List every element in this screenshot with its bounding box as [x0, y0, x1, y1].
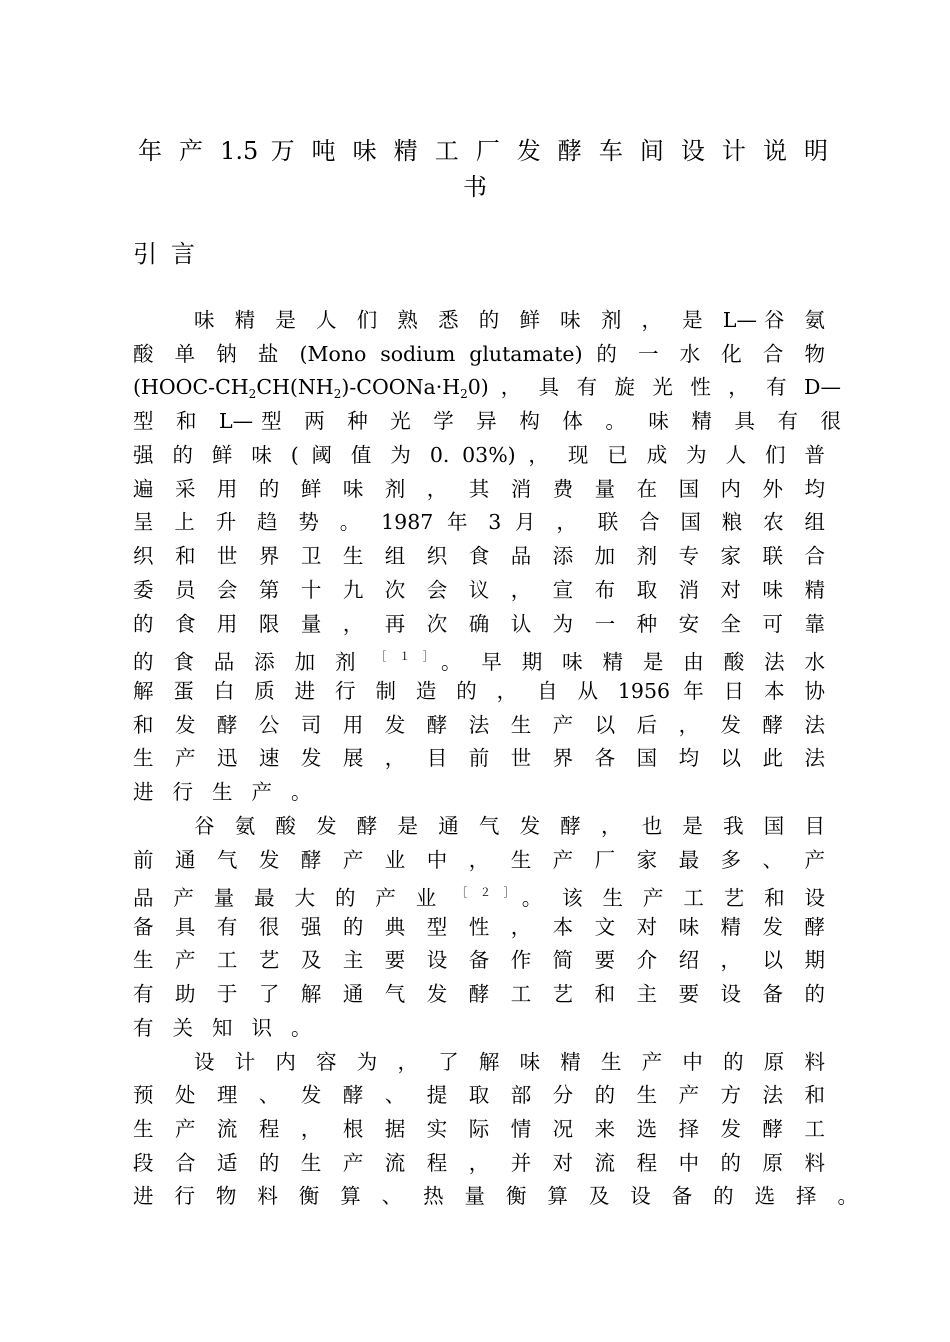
text-line — [133, 878, 825, 908]
text-line: 前 通 气 发 酵 产 业 中 ， 生 产 厂 家 最 多 、 产 — [133, 848, 825, 872]
text-line: 型 和 L—型 两 种 光 学 异 构 体 。 味 精 具 有 很 — [133, 409, 841, 433]
document-title-continued: 书 — [463, 173, 487, 201]
text-line: 段 合 适 的 生 产 流 程 ， 并 对 流 程 中 的 原 料 — [133, 1151, 825, 1175]
text-line: 进 行 物 料 衡 算 、 热 量 衡 算 及 设 备 的 选 择 。 — [133, 1184, 858, 1208]
citation-reference: ［１］ — [375, 650, 441, 663]
text-line: 谷 氨 酸 发 酵 是 通 气 发 酵 ， 也 是 我 国 目 — [194, 814, 825, 838]
document-title: 年 产 1.5 万 吨 味 精 工 厂 发 酵 车 间 设 计 说 明 — [138, 137, 828, 165]
text-fragment: CH(NH — [256, 375, 334, 399]
text-line: 预 处 理 、 发 酵 、 提 取 部 分 的 生 产 方 法 和 — [133, 1083, 825, 1107]
text-line: 生 产 迅 速 发 展 ， 目 前 世 界 各 国 均 以 此 法 — [133, 746, 825, 770]
text-line: 酸 单 钠 盐 (Mono sodium glutamate) 的 一 水 化 合 物 — [133, 342, 825, 366]
text-line: 委 员 会 第 十 九 次 会 议 ， 宣 布 取 消 对 味 精 — [133, 578, 825, 602]
text-line: 解 蛋 白 质 进 行 制 造 的 ， 自 从 1956 年 日 本 协 — [133, 679, 825, 703]
text-line: 进行生产。 — [133, 780, 331, 804]
text-fragment: (HOOC-CH — [133, 375, 249, 399]
text-fragment: 的 食 品 添 加 剂 — [133, 650, 363, 674]
text-line: 有关知识。 — [133, 1016, 331, 1040]
text-line: 织 和 世 界 卫 生 组 织 食 品 添 加 剂 专 家 联 合 — [133, 544, 825, 568]
text-line — [133, 642, 825, 672]
text-line: 设 计 内 容 为 ， 了 解 味 精 生 产 中 的 原 料 — [194, 1050, 825, 1074]
text-line — [133, 372, 841, 402]
section-heading: 引言 — [133, 240, 209, 268]
subscript: 2 — [460, 387, 468, 401]
subscript: 2 — [333, 387, 342, 401]
text-line: 呈 上 升 趋 势 。 1987 年 3 月 ， 联 合 国 粮 农 组 — [133, 510, 825, 534]
text-fragment: 。 早 期 味 精 是 由 酸 法 水 — [440, 650, 825, 674]
text-line: 味 精 是 人 们 熟 悉 的 鲜 味 剂 ， 是 L—谷 氨 — [194, 308, 825, 332]
text-fragment: 0) ， 具 有 旋 光 性 ， 有 D— — [467, 375, 841, 399]
citation-reference: ［２］ — [456, 886, 522, 899]
text-fragment: 品 产 量 最 大 的 产 业 — [133, 886, 443, 910]
text-line: 遍 采 用 的 鲜 味 剂 ， 其 消 费 量 在 国 内 外 均 — [133, 477, 825, 501]
text-line: 和 发 酵 公 司 用 发 酵 法 生 产 以 后 ， 发 酵 法 — [133, 713, 825, 737]
text-fragment: )-COONa·H — [341, 375, 461, 399]
text-line: 的 食 用 限 量 ， 再 次 确 认 为 一 种 安 全 可 靠 — [133, 612, 825, 636]
subscript: 2 — [248, 387, 257, 401]
text-line: 生 产 流 程 ， 根 据 实 际 情 况 来 选 择 发 酵 工 — [133, 1117, 825, 1141]
text-line: 生 产 工 艺 及 主 要 设 备 作 简 要 介 绍 ， 以 期 — [133, 948, 825, 972]
text-fragment: 。 该 生 产 工 艺 和 设 — [521, 886, 826, 910]
text-line: 强 的 鲜 味 ( 阈 值 为 0. 03%) ， 现 已 成 为 人 们 普 — [133, 443, 825, 467]
text-line: 有 助 于 了 解 通 气 发 酵 工 艺 和 主 要 设 备 的 — [133, 982, 825, 1006]
text-line: 备 具 有 很 强 的 典 型 性 ， 本 文 对 味 精 发 酵 — [133, 915, 825, 939]
